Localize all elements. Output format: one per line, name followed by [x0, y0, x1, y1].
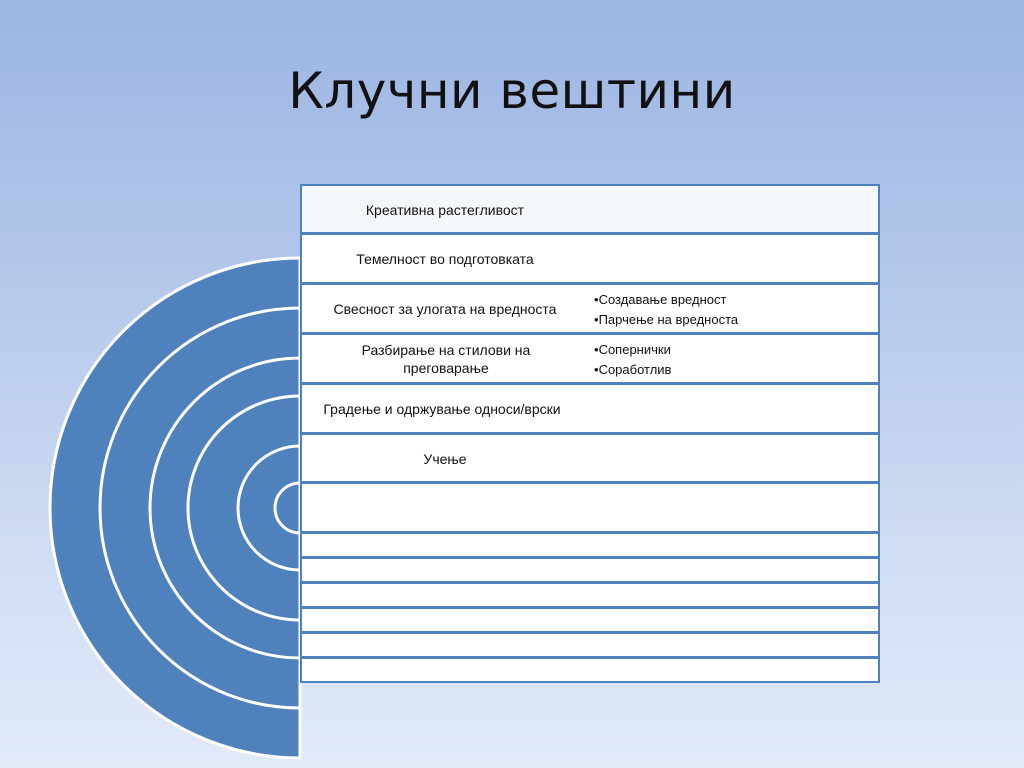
diagram-row-1[interactable] [300, 184, 880, 234]
diagram-row-4[interactable] [300, 333, 880, 384]
negotiation-styles-bullet-list [594, 340, 671, 380]
diagram-row-empty-1 [300, 482, 880, 533]
diagram-row-empty-2 [300, 532, 880, 558]
bullet-cooperative: • Соработлив [594, 360, 671, 380]
diagram-row-empty-7 [300, 657, 880, 683]
bullet-competitive: • Сопернички [594, 340, 671, 360]
diagram-row-empty-4 [300, 582, 880, 608]
diagram-row-6[interactable] [300, 433, 880, 483]
diagram-row-2[interactable] [300, 233, 880, 284]
row-label-building-relationships: Градење и одржување односи/врски [323, 401, 561, 417]
row-label-creative-flexibility: Креативна растегливост [365, 202, 525, 218]
diagram-row-empty-6 [300, 632, 880, 658]
slide-title: Клучни вештини [288, 62, 736, 120]
diagram-row-empty-5 [300, 607, 880, 633]
row-label-negotiation-styles: Разбирање на стилови на преговарање [361, 342, 531, 376]
row-label-learning: Учење [423, 451, 467, 467]
bullet-value-creation: • Создавање вредност [594, 290, 738, 310]
diagram-row-5[interactable] [300, 383, 880, 434]
value-awareness-bullet-list [594, 290, 738, 330]
row-label-value-awareness: Свесност за улогата на вредноста [333, 301, 557, 317]
bullet-value-claiming: • Парчење на вредноста [594, 310, 738, 330]
row-label-preparation-thoroughness: Темелност во подготовката [356, 251, 534, 267]
diagram-row-empty-3 [300, 557, 880, 583]
diagram-row-3[interactable] [300, 283, 880, 334]
